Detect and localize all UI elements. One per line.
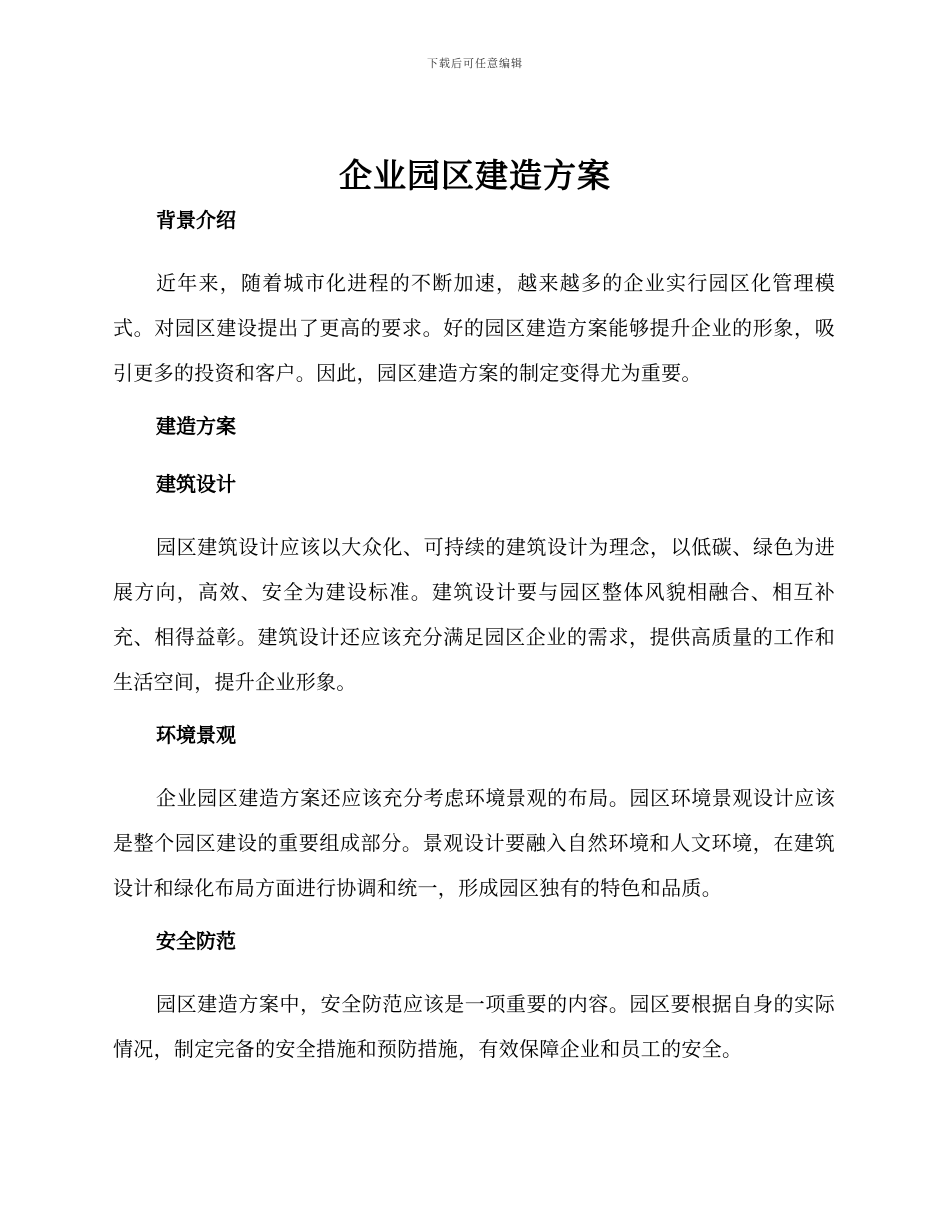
document-body xyxy=(113,204,835,1072)
paragraph-background: 近年来，随着城市化进程的不断加速，越来越多的企业实行园区化管理模式。对园区建设提出了更高的要求。好的园区建造方案能够提升企业的形象，吸引更多的投资和客户。因此，园区建造方案的制定变得尤为重要。 xyxy=(113,271,835,385)
header-note: 下载后可任意编辑 xyxy=(427,57,523,70)
section-heading-background: 背景介绍 xyxy=(156,208,236,232)
paragraph-security: 园区建造方案中，安全防范应该是一项重要的内容。园区要根据自身的实际情况，制定完备的安全措施和预防措施，有效保障企业和员工的安全。 xyxy=(113,992,835,1061)
paragraph-landscape: 企业园区建造方案还应该充分考虑环境景观的布局。园区环境景观设计应该是整个园区建设的重要组成部分。景观设计要融入自然环境和人文环境，在建筑设计和绿化布局方面进行协调和统一，形成园区独有的特色和品质。 xyxy=(113,786,835,900)
document-title: 企业园区建造方案 xyxy=(339,156,611,195)
section-heading-security: 安全防范 xyxy=(156,929,236,953)
section-heading-architecture: 建筑设计 xyxy=(156,472,236,496)
section-heading-landscape: 环境景观 xyxy=(156,723,236,747)
section-heading-plan: 建造方案 xyxy=(156,414,236,438)
paragraph-architecture: 园区建筑设计应该以大众化、可持续的建筑设计为理念，以低碳、绿色为进展方向，高效、安全为建设标准。建筑设计要与园区整体风貌相融合、相互补充、相得益彰。建筑设计还应该充分满足园区企业的需求，提供高质量的工作和生活空间，提升企业形象。 xyxy=(113,535,835,694)
